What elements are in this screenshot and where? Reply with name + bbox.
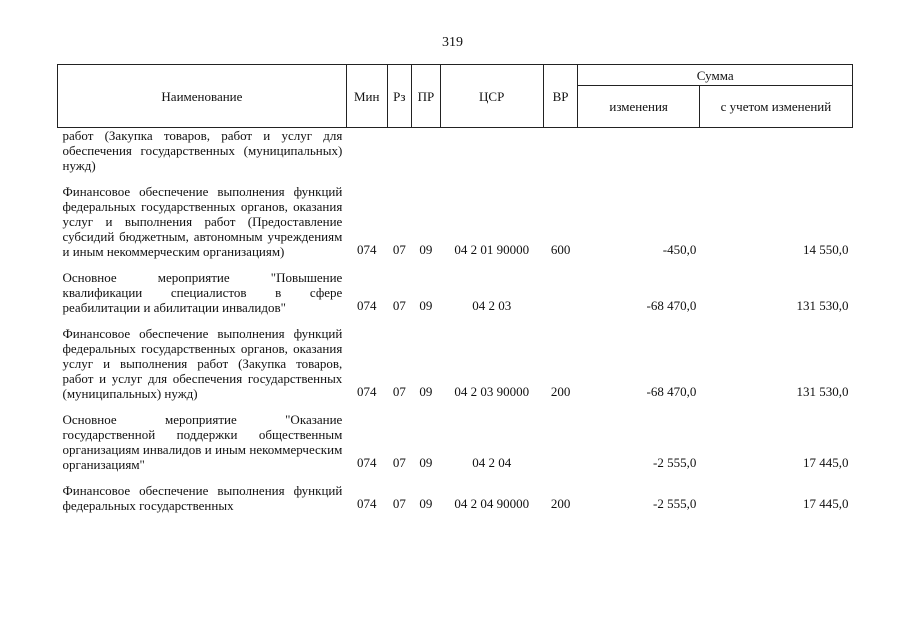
row-pr: 09	[419, 242, 433, 257]
row-rz	[387, 128, 411, 179]
page-number: 319	[442, 35, 463, 50]
row-vr	[543, 264, 578, 320]
table-row	[58, 178, 853, 264]
row-csr: 04 2 03	[472, 298, 512, 313]
row-change: -68 470,0	[646, 384, 697, 399]
header-csr: ЦСР	[440, 65, 543, 128]
row-total: 131 530,0	[796, 384, 849, 399]
table-row	[58, 406, 853, 477]
row-pr	[412, 128, 441, 179]
row-csr: 04 2 03 90000	[454, 384, 530, 399]
row-change	[578, 128, 699, 179]
table-row	[58, 477, 853, 518]
row-csr: 04 2 04 90000	[454, 496, 530, 511]
header-rz: Рз	[387, 65, 411, 128]
table-row	[58, 320, 853, 406]
header-min: Мин	[346, 65, 387, 128]
table-row	[58, 264, 853, 320]
header-with-change: с учетом изменений	[699, 86, 852, 128]
row-name: Основное мероприятие "Оказание государственной поддержки общественным организациям инвалидов и иным некоммерческим организациям"	[62, 412, 343, 472]
header-pr: ПР	[412, 65, 441, 128]
row-change: -2 555,0	[653, 455, 697, 470]
row-vr: 200	[550, 496, 571, 511]
row-csr	[440, 128, 543, 179]
row-vr: 600	[550, 242, 571, 257]
row-rz: 07	[392, 455, 406, 470]
row-min: 074	[356, 242, 377, 257]
row-pr: 09	[419, 298, 433, 313]
row-csr: 04 2 04	[472, 455, 512, 470]
header-name: Наименование	[58, 65, 347, 128]
row-min: 074	[356, 384, 377, 399]
row-change: -68 470,0	[646, 298, 697, 313]
row-min: 074	[356, 496, 377, 511]
row-csr: 04 2 01 90000	[454, 242, 530, 257]
row-total: 17 445,0	[803, 455, 849, 470]
row-rz: 07	[392, 496, 406, 511]
row-rz: 07	[392, 384, 406, 399]
row-pr: 09	[419, 384, 433, 399]
row-rz: 07	[392, 298, 406, 313]
row-min	[346, 128, 387, 179]
row-name: работ (Закупка товаров, работ и услуг для обеспечения государственных (муниципальных) нужд)	[62, 128, 343, 173]
row-vr	[543, 128, 578, 179]
row-min: 074	[356, 298, 377, 313]
row-min: 074	[356, 455, 377, 470]
header-vr: ВР	[543, 65, 578, 128]
row-total: 17 445,0	[803, 496, 849, 511]
row-change: -2 555,0	[653, 496, 697, 511]
row-name: Основное мероприятие "Повышение квалификации специалистов в сфере реабилитации и абилитации инвалидов"	[62, 270, 343, 315]
header-change: изменения	[578, 86, 699, 128]
row-name: Финансовое обеспечение выполнения функций федеральных государственных органов, оказания услуг и выполнения работ (Закупка товаров, работ и услуг для обеспечения государственных (муниципальных) нужд)	[62, 326, 343, 401]
row-vr	[543, 406, 578, 477]
row-total: 14 550,0	[803, 242, 849, 257]
row-pr: 09	[419, 455, 433, 470]
row-vr: 200	[550, 384, 571, 399]
header-sum: Сумма	[578, 65, 853, 86]
row-change: -450,0	[662, 242, 697, 257]
row-name: Финансовое обеспечение выполнения функций федеральных государственных	[62, 483, 343, 513]
table-row	[58, 128, 853, 179]
row-pr: 09	[419, 496, 433, 511]
row-rz: 07	[392, 242, 406, 257]
row-total	[699, 128, 852, 179]
budget-table	[57, 64, 853, 518]
row-total: 131 530,0	[796, 298, 849, 313]
row-name: Финансовое обеспечение выполнения функций федеральных государственных органов, оказания услуг и выполнения работ (Предоставление субсидий бюджетным, автономным учреждениям и иным некоммерческим организациям)	[62, 184, 343, 259]
